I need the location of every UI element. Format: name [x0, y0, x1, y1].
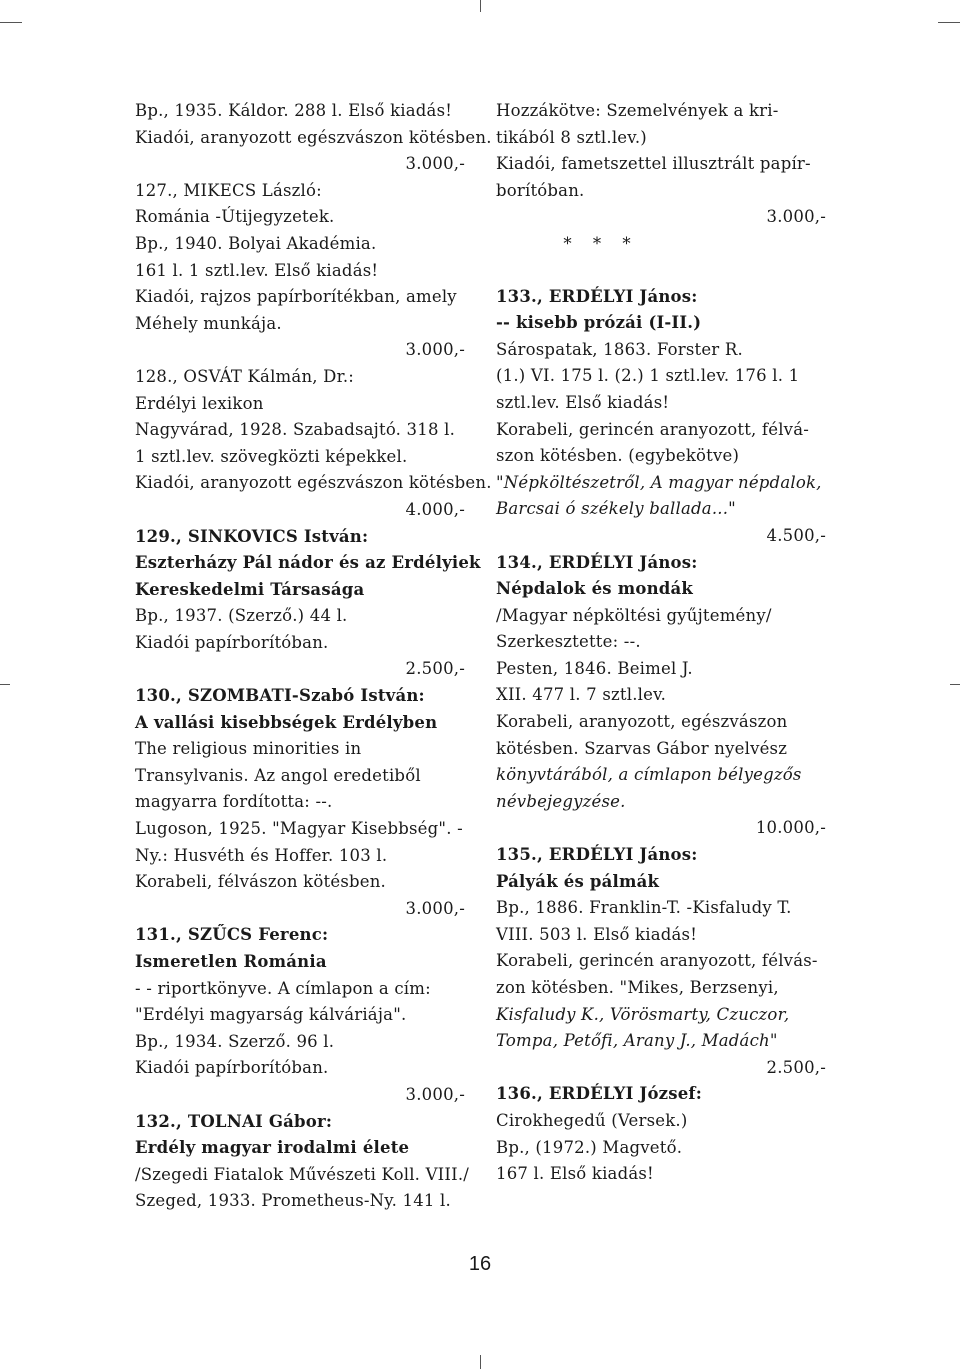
entry-text-line: Kiadói papírborítóban.: [135, 632, 329, 652]
entry-text-line: Korabeli, gerincén aranyozott, félvá-: [496, 419, 810, 439]
entry-text-line: VIII. 503 l. Első kiadás!: [496, 924, 698, 944]
entry-text-line: Bp., 1886. Franklin-T. -Kisfaludy T.: [496, 898, 792, 918]
price: 10.000,-: [755, 818, 826, 838]
entry-text-line: Kisfaludy K., Vörösmarty, Czuczor,: [496, 1004, 790, 1024]
entry-heading-line: 131., SZŰCS Ferenc:: [135, 925, 329, 945]
entry-heading-line: -- kisebb prózái (I-II.): [496, 313, 702, 333]
left-column: [135, 98, 492, 1215]
entry-text-line: magyarra fordította: --.: [135, 792, 333, 812]
right-column: [496, 98, 826, 1188]
price: 4.000,-: [405, 499, 465, 519]
entry-text-line: Szeged, 1933. Prometheus-Ny. 141 l.: [135, 1191, 451, 1211]
price: 3.000,-: [405, 898, 465, 918]
crop-mark-mid-right: [950, 684, 960, 685]
entry-heading-line: Népdalok és mondák: [496, 579, 694, 599]
entry-text-line: /Szegedi Fiatalok Művészeti Koll. VIII./: [135, 1164, 470, 1184]
entry-text-line: /Magyar népköltési gyűjtemény/: [496, 605, 772, 625]
entry-heading-line: Pályák és pálmák: [496, 871, 660, 891]
entry-text-line: Bp., 1940. Bolyai Akadémia.: [135, 233, 377, 253]
entry-heading-line: 136., ERDÉLYI József:: [496, 1084, 702, 1104]
entry-heading-line: 132., TOLNAI Gábor:: [135, 1111, 333, 1131]
entry-heading-line: Kereskedelmi Társasága: [135, 579, 365, 599]
entry-text-line: névbejegyzése.: [496, 791, 626, 811]
entry-text-line: Lugoson, 1925. "Magyar Kisebbség". -: [135, 819, 463, 839]
entry-text-line: Bp., (1972.) Magvető.: [496, 1137, 683, 1157]
entry-text-line: tikából 8 sztl.lev.): [496, 127, 647, 147]
entry-text-line: Románia -Útijegyzetek.: [135, 207, 335, 227]
entry-text-line: Barcsai ó székely ballada...": [496, 499, 736, 519]
entry-text-line: 161 l. 1 sztl.lev. Első kiadás!: [135, 260, 379, 280]
crop-mark-top-center: [480, 0, 481, 12]
section-divider: * * *: [563, 233, 639, 253]
entry-text-line: Kiadói, aranyozott egészvászon kötésben.: [135, 127, 492, 147]
entry-text-line: XII. 477 l. 7 sztl.lev.: [496, 685, 667, 705]
entry-text-line: Kiadói, fametszettel illusztrált papír-: [496, 154, 811, 174]
crop-mark-mid-left: [0, 684, 10, 685]
entry-heading-line: 133., ERDÉLYI János:: [496, 286, 698, 306]
entry-text-line: Ny.: Husvéth és Hoffer. 103 l.: [135, 845, 388, 865]
entry-text-line: Korabeli, aranyozott, egészvászon: [496, 712, 788, 732]
entry-text-line: könyvtárából, a címlapon bélyegzős: [496, 765, 802, 785]
entry-text-line: zon kötésben. "Mikes, Berzsenyi,: [496, 978, 779, 997]
price: 3.000,-: [405, 340, 465, 360]
entry-text-line: 167 l. Első kiadás!: [496, 1164, 654, 1184]
entry-text-line: Szerkesztette: --.: [496, 632, 641, 652]
entry-text-line: "Erdélyi magyarság kálváriája".: [135, 1005, 407, 1025]
spacer: [496, 258, 826, 284]
entry-heading-line: 135., ERDÉLYI János:: [496, 845, 698, 865]
entry-text-line: Bp., 1935. Káldor. 288 l. Első kiadás!: [135, 101, 453, 120]
entry-text-line: Méhely munkája.: [135, 313, 282, 333]
entry-text-line: Sárospatak, 1863. Forster R.: [496, 339, 743, 359]
entry-heading-line: Eszterházy Pál nádor és az Erdélyiek: [135, 553, 481, 573]
entry-heading-line: Erdély magyar irodalmi élete: [135, 1138, 410, 1158]
entry-text-line: Kiadói papírborítóban.: [135, 1058, 329, 1078]
entry-text-line: szon kötésben. (egybekötve): [496, 446, 740, 466]
entry-text-line: Kiadói, rajzos papírborítékban, amely: [135, 287, 457, 307]
entry-heading-line: 129., SINKOVICS István:: [135, 526, 369, 546]
price: 2.500,-: [405, 659, 465, 679]
entry-text-line: Korabeli, félvászon kötésben.: [135, 872, 386, 892]
entry-heading-line: Ismeretlen Románia: [135, 952, 327, 971]
entry-heading-line: 134., ERDÉLYI János:: [496, 552, 698, 572]
entry-text-line: - - riportkönyve. A címlapon a cím:: [135, 978, 431, 998]
entry-text-line: Erdélyi lexikon: [135, 393, 264, 413]
entry-text-line: 128., OSVÁT Kálmán, Dr.:: [135, 366, 355, 386]
price: 3.000,-: [766, 207, 826, 227]
crop-mark-bottom-center: [480, 1355, 481, 1369]
price: 3.000,-: [405, 154, 465, 174]
entry-text-line: sztl.lev. Első kiadás!: [496, 392, 670, 412]
entry-text-line: Bp., 1937. (Szerző.) 44 l.: [135, 606, 348, 626]
price: 4.500,-: [766, 525, 826, 545]
entry-heading-line: A vallási kisebbségek Erdélyben: [135, 712, 438, 732]
crop-mark-top-right: [938, 22, 960, 23]
entry-text-line: kötésben. Szarvas Gábor nyelvész: [496, 738, 788, 758]
entry-text-line: Pesten, 1846. Beimel J.: [496, 658, 693, 678]
price: 2.500,-: [766, 1057, 826, 1077]
entry-text-line: Cirokhegedű (Versek.): [496, 1110, 688, 1130]
entry-text-line: borítóban.: [496, 180, 585, 200]
entry-text-line: 127., MIKECS László:: [135, 180, 322, 200]
page-number: 16: [468, 1253, 492, 1275]
entry-text-line: Korabeli, gerincén aranyozott, félvás-: [496, 951, 818, 971]
entry-text-line: Nagyvárad, 1928. Szabadsajtó. 318 l.: [135, 420, 456, 440]
entry-text-line: 1 sztl.lev. szövegközti képekkel.: [135, 446, 408, 466]
entry-text-line: Tompa, Petőfi, Arany J., Madách": [496, 1031, 778, 1051]
price: 3.000,-: [405, 1084, 465, 1104]
crop-mark-top-left: [0, 22, 22, 23]
entry-text-line: Bp., 1934. Szerző. 96 l.: [135, 1031, 335, 1051]
entry-text-line: "Népköltészetről, A magyar népdalok,: [496, 472, 822, 492]
entry-text-line: (1.) VI. 175 l. (2.) 1 sztl.lev. 176 l. 1: [496, 366, 800, 386]
entry-text-line: Transylvanis. Az angol eredetiből: [135, 765, 421, 785]
entry-heading-line: 130., SZOMBATI-Szabó István:: [135, 686, 425, 706]
entry-text-line: Hozzákötve: Szemelvények a kri-: [496, 101, 779, 120]
entry-text-line: Kiadói, aranyozott egészvászon kötésben.: [135, 473, 492, 493]
entry-text-line: The religious minorities in: [135, 739, 362, 759]
